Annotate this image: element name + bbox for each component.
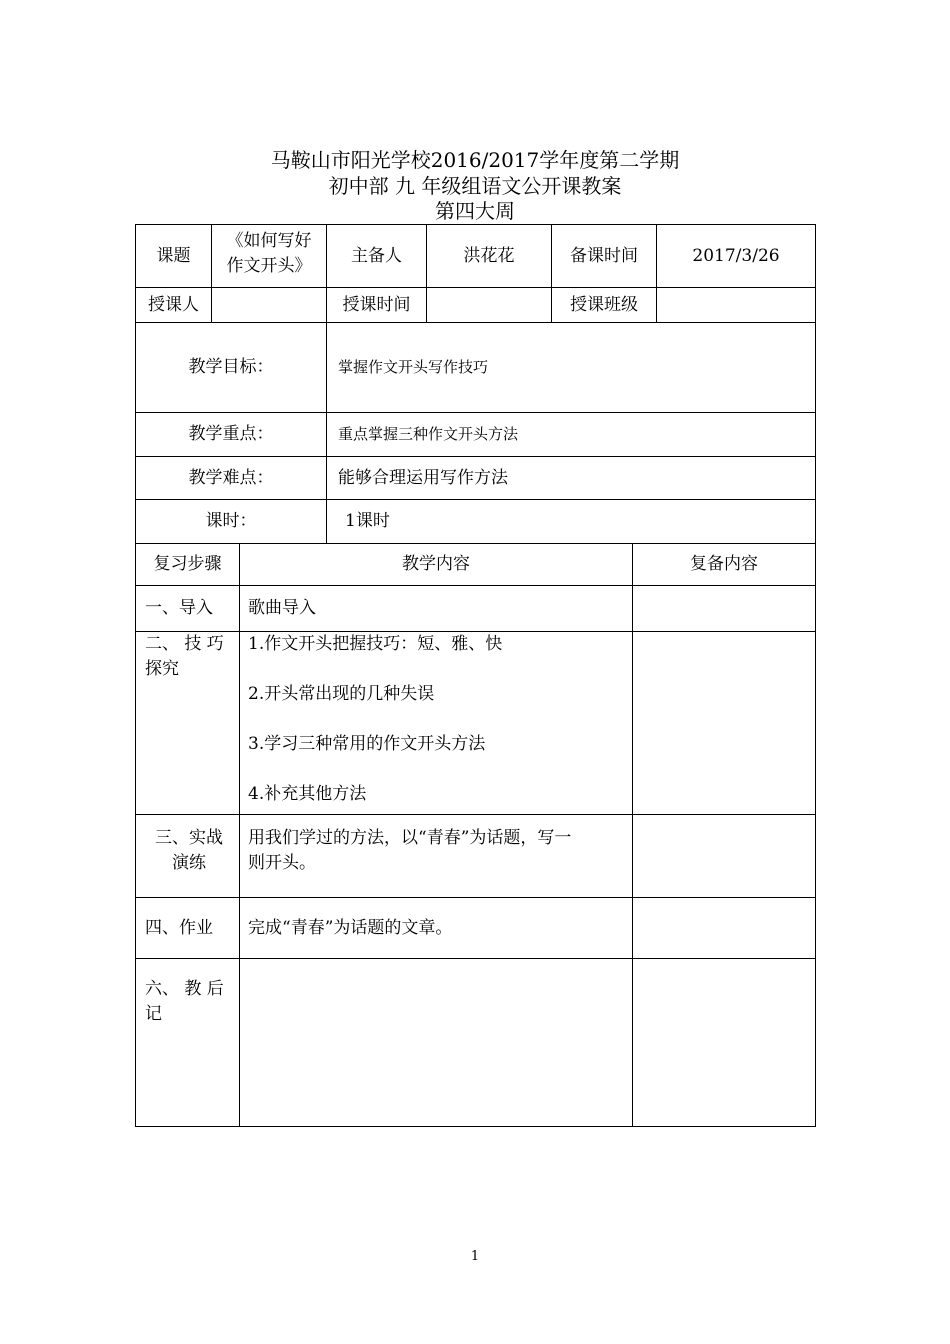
notes-intro [633,586,815,631]
content-skills [248,632,628,814]
list-item: 2.开头常出现的几种失误 [248,684,435,704]
content-homework: 完成“青春”为话题的文章。 [248,917,453,938]
objective-label: 教学目标： [188,357,274,377]
notes-practice [633,815,815,897]
step-practice [145,826,233,897]
key-point-label: 教学重点： [188,424,274,444]
step-skills-line1: 二、 技 巧 [145,634,224,654]
content-practice-line1: 用我们学过的方法，以“青春”为话题，写一 [248,828,572,848]
list-item: 4.补充其他方法 [248,784,367,804]
teacher-value [212,288,326,322]
notes-homework [633,898,815,958]
page-number: 1 [470,1249,480,1264]
list-item: 1.作文开头把握技巧：短、雅、快 [248,634,503,654]
step-skills [145,632,233,814]
col-divider [326,322,327,543]
document-title-line2: 初中部 九 年级组语文公开课教案 [328,174,622,198]
document-title-line3: 第四大周 [435,199,515,223]
list-item: 3.学习三种常用的作文开头方法 [248,734,486,754]
header-review-notes: 复备内容 [690,554,758,574]
prep-time-value: 2017/3/26 [692,245,780,266]
header-review-steps: 复习步骤 [153,554,222,574]
content-practice [248,826,630,897]
objective-value: 掌握作文开头写作技巧 [338,358,489,376]
teach-time-label: 授课时间 [342,294,411,315]
step-homework: 四、作业 [145,917,213,938]
topic-value-line1: 《如何写好 [226,231,312,251]
step-skills-line2: 探究 [145,659,179,679]
step-intro: 一、导入 [145,598,213,618]
class-label: 授课班级 [570,294,638,315]
content-intro: 歌曲导入 [248,598,316,618]
table-border-bottom [135,1126,816,1127]
document-title-line1: 马鞍山市阳光学校2016/2017学年度第二学期 [270,148,680,172]
teach-time-value [427,288,551,322]
prep-time-label: 备课时间 [570,245,638,266]
topic-value-line2: 作文开头》 [226,256,312,276]
table-border-right [815,224,816,1127]
class-value [657,288,815,322]
header-teaching-content: 教学内容 [402,554,470,574]
class-hours-value: 1课时 [345,511,390,531]
preparer-value: 洪花花 [463,245,515,266]
difficulty-value: 能够合理运用写作方法 [338,467,508,488]
step-reflection-line2: 记 [145,1004,162,1024]
content-practice-line2: 则开头。 [248,853,316,873]
step-reflection-line1: 六、 教 后 [145,979,224,999]
key-point-value: 重点掌握三种作文开头方法 [338,425,519,443]
topic-value [212,229,326,287]
preparer-label: 主备人 [351,245,402,266]
notes-skills [633,632,815,814]
teacher-label: 授课人 [148,294,199,315]
step-practice-line2: 演练 [172,853,206,873]
step-practice-line1: 三、实战 [155,828,223,848]
difficulty-label: 教学难点： [188,467,274,488]
step-reflection [145,977,233,1117]
class-hours-label: 课时： [205,511,257,531]
topic-label: 课题 [156,245,191,266]
content-reflection [240,959,632,1126]
notes-reflection [633,959,815,1126]
